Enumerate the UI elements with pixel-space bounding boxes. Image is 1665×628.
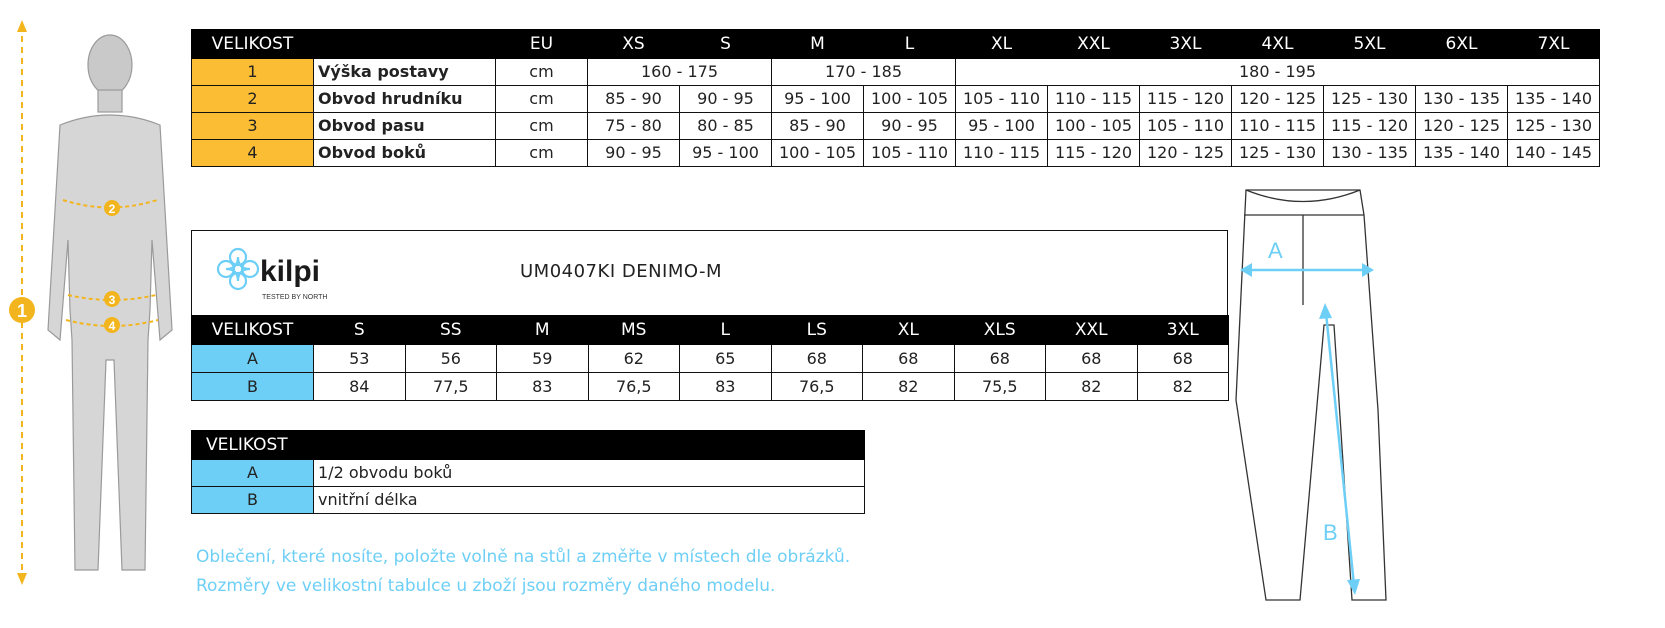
table-cell: 75 - 80: [588, 113, 680, 140]
header-cell: L: [680, 316, 772, 345]
size-note: Rozměry ve velikostní tabulce u zboží jsou rozměry daného modelu.: [196, 576, 776, 596]
table-row: [192, 86, 1600, 113]
table-cell: 56: [405, 345, 497, 373]
table-row: [192, 59, 1600, 86]
header-cell: 3XL: [1140, 30, 1232, 59]
row-description: vnitřní délka: [314, 487, 865, 514]
table-cell: 120 - 125: [1232, 86, 1324, 113]
table-row: [192, 487, 865, 514]
header-cell: M: [772, 30, 864, 59]
size-table: [191, 29, 1600, 167]
table-cell: 135 - 140: [1508, 86, 1600, 113]
table-cell: 100 - 105: [772, 140, 864, 167]
table-cell: 90 - 95: [680, 86, 772, 113]
header-cell: [314, 30, 496, 59]
table-cell: 170 - 185: [772, 59, 956, 86]
table-cell: 65: [680, 345, 772, 373]
table-cell: 76,5: [588, 373, 680, 401]
header-cell: XLS: [954, 316, 1046, 345]
header-cell: 4XL: [1232, 30, 1324, 59]
header-cell: MS: [588, 316, 680, 345]
table-cell: 90 - 95: [864, 113, 956, 140]
row-description: 1/2 obvodu boků: [314, 460, 865, 487]
table-cell: 125 - 130: [1324, 86, 1416, 113]
pants-measurement-figure: [1228, 185, 1428, 610]
product-header: [191, 230, 1228, 315]
table-cell: 68: [1137, 345, 1229, 373]
table-cell: 95 - 100: [680, 140, 772, 167]
header-cell: 5XL: [1324, 30, 1416, 59]
table-cell: 125 - 130: [1508, 113, 1600, 140]
table-cell: 110 - 115: [1048, 86, 1140, 113]
header-cell: LS: [771, 316, 863, 345]
header-cell: 3XL: [1137, 316, 1229, 345]
logo-tagline: TESTED BY NORTH: [262, 294, 328, 301]
unit-cell: cm: [496, 113, 588, 140]
hip-marker-label: 4: [108, 319, 116, 333]
table-cell: 82: [1046, 373, 1138, 401]
unit-cell: cm: [496, 59, 588, 86]
table-cell: 53: [314, 345, 406, 373]
table-cell: 115 - 120: [1324, 113, 1416, 140]
table-cell: 68: [954, 345, 1046, 373]
header-cell: VELIKOST: [192, 30, 314, 59]
table-cell: 105 - 110: [864, 140, 956, 167]
body-measurement-figure: [0, 10, 180, 605]
table-cell: 68: [863, 345, 955, 373]
row-number: 4: [192, 140, 314, 167]
row-label: Obvod hrudníku: [314, 86, 496, 113]
model-size-table: [191, 315, 1229, 401]
table-cell: 84: [314, 373, 406, 401]
unit-cell: cm: [496, 140, 588, 167]
legend-table-header: [192, 431, 865, 460]
product-title: UM0407KI DENIMO-M: [520, 261, 723, 282]
row-label: B: [192, 373, 314, 401]
model-table-header: [192, 316, 1229, 345]
table-cell: 160 - 175: [588, 59, 772, 86]
table-cell: 95 - 100: [772, 86, 864, 113]
table-cell: 76,5: [771, 373, 863, 401]
waist-marker-label: 3: [108, 293, 116, 307]
table-cell: 115 - 120: [1140, 86, 1232, 113]
header-cell: XL: [956, 30, 1048, 59]
table-cell: 68: [1046, 345, 1138, 373]
table-cell: 105 - 110: [956, 86, 1048, 113]
table-cell: 82: [1137, 373, 1229, 401]
row-label: B: [192, 487, 314, 514]
table-cell: 180 - 195: [956, 59, 1600, 86]
table-row: [192, 140, 1600, 167]
table-cell: 59: [497, 345, 589, 373]
table-cell: 83: [680, 373, 772, 401]
legend-table: [191, 430, 865, 514]
table-cell: 77,5: [405, 373, 497, 401]
table-cell: 80 - 85: [680, 113, 772, 140]
logo-text: kilpi: [260, 255, 321, 288]
row-label: A: [192, 460, 314, 487]
header-cell: XL: [863, 316, 955, 345]
kilpi-logo: [212, 239, 332, 307]
table-cell: 100 - 105: [1048, 113, 1140, 140]
table-cell: 110 - 115: [956, 140, 1048, 167]
header-cell: M: [497, 316, 589, 345]
table-cell: 130 - 135: [1416, 86, 1508, 113]
table-cell: 140 - 145: [1508, 140, 1600, 167]
header-cell: 6XL: [1416, 30, 1508, 59]
header-cell: XS: [588, 30, 680, 59]
table-cell: 125 - 130: [1232, 140, 1324, 167]
table-cell: 95 - 100: [956, 113, 1048, 140]
table-cell: 120 - 125: [1140, 140, 1232, 167]
header-cell: L: [864, 30, 956, 59]
header-cell: VELIKOST: [192, 431, 865, 460]
header-cell: S: [680, 30, 772, 59]
chest-marker-label: 2: [108, 202, 116, 216]
table-cell: 110 - 115: [1232, 113, 1324, 140]
table-cell: 68: [771, 345, 863, 373]
table-cell: 75,5: [954, 373, 1046, 401]
row-number: 3: [192, 113, 314, 140]
header-cell: SS: [405, 316, 497, 345]
table-cell: 62: [588, 345, 680, 373]
table-cell: 115 - 120: [1048, 140, 1140, 167]
header-cell: XXL: [1046, 316, 1138, 345]
size-table-header: [192, 30, 1600, 59]
row-label: A: [192, 345, 314, 373]
table-cell: 105 - 110: [1140, 113, 1232, 140]
row-number: 1: [192, 59, 314, 86]
measurement-note: Oblečení, které nosíte, položte volně na stůl a změřte v místech dle obrázků.: [196, 547, 851, 567]
header-cell: S: [314, 316, 406, 345]
table-cell: 135 - 140: [1416, 140, 1508, 167]
header-cell: XXL: [1048, 30, 1140, 59]
table-cell: 85 - 90: [588, 86, 680, 113]
table-cell: 85 - 90: [772, 113, 864, 140]
table-cell: 83: [497, 373, 589, 401]
row-label: Obvod boků: [314, 140, 496, 167]
row-label: Obvod pasu: [314, 113, 496, 140]
table-cell: 120 - 125: [1416, 113, 1508, 140]
pants-label-b: B: [1323, 520, 1338, 545]
table-cell: 130 - 135: [1324, 140, 1416, 167]
table-cell: 100 - 105: [864, 86, 956, 113]
header-cell: EU: [496, 30, 588, 59]
unit-cell: cm: [496, 86, 588, 113]
pants-label-a: A: [1268, 238, 1283, 263]
table-row: [192, 345, 1229, 373]
header-cell: 7XL: [1508, 30, 1600, 59]
row-number: 2: [192, 86, 314, 113]
table-row: [192, 113, 1600, 140]
table-row: [192, 460, 865, 487]
height-marker-label: 1: [16, 301, 28, 321]
table-row: [192, 373, 1229, 401]
row-label: Výška postavy: [314, 59, 496, 86]
table-cell: 82: [863, 373, 955, 401]
header-cell: VELIKOST: [192, 316, 314, 345]
table-cell: 90 - 95: [588, 140, 680, 167]
